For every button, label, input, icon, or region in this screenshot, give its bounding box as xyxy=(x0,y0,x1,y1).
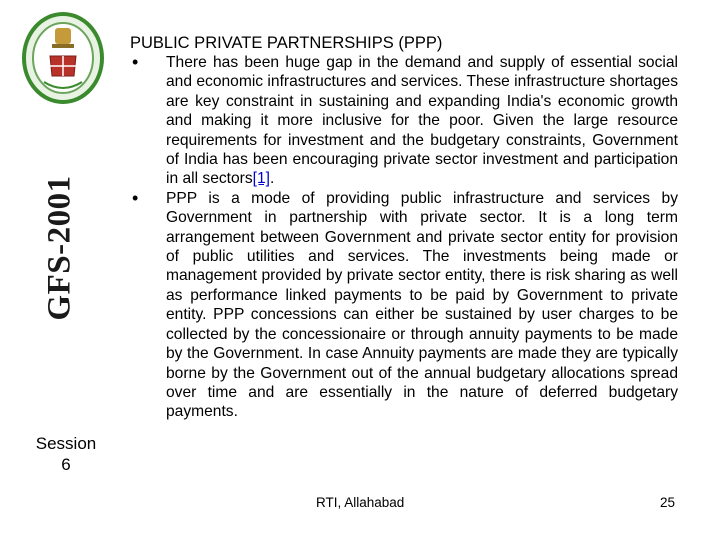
emblem-seal-icon xyxy=(22,12,104,104)
bullet-dot-icon: • xyxy=(132,187,139,208)
bullet-list xyxy=(130,53,678,422)
session-label-text: Session xyxy=(35,434,97,453)
bullet-item-1 xyxy=(130,53,678,189)
session-label xyxy=(20,433,112,475)
session-number: 6 xyxy=(61,455,71,474)
footnote-link[interactable]: [1] xyxy=(252,170,271,188)
bullet-1-end: . xyxy=(270,170,275,188)
slide-title: PUBLIC PRIVATE PARTNERSHIPS (PPP) xyxy=(130,34,443,52)
vertical-title: GFS-2001 xyxy=(41,175,78,321)
bullet-2-text: PPP is a mode of providing public infrastructure and services by Government in partnership with private sector. It is a long term arrangement between Government and private sector entity for provision of public utilities and services. The investments being made or management provided by private sector entity, there is risk sharing as well as performance linked payments to be paid by Government to private entity. PPP concessions can either be sustained by user charges to be collected by the concessionaire or through annuity payments to be made by the Government. In case Annuity payments are made they are typically borne by the Government out of the annual budgetary allocations spread over time and are essentially in the nature of deferred budgetary payments. xyxy=(166,189,678,421)
bullet-dot-icon: • xyxy=(132,52,139,72)
sidebar xyxy=(0,0,122,540)
footer-organization: RTI, Allahabad xyxy=(316,495,405,510)
bullet-1-text: There has been huge gap in the demand and supply of essential social and economic infrastructures and services. These infrastructure shortages are key constraint in sustaining and expanding India's economic growth and making it more inclusive for the poor. Given the large resource requirements for investment and the budgetary constraints, Government of India has been encouraging private sector investment and participation in all sectors xyxy=(166,54,678,188)
bullet-item-2 xyxy=(130,189,678,422)
page-number: 25 xyxy=(660,495,676,510)
